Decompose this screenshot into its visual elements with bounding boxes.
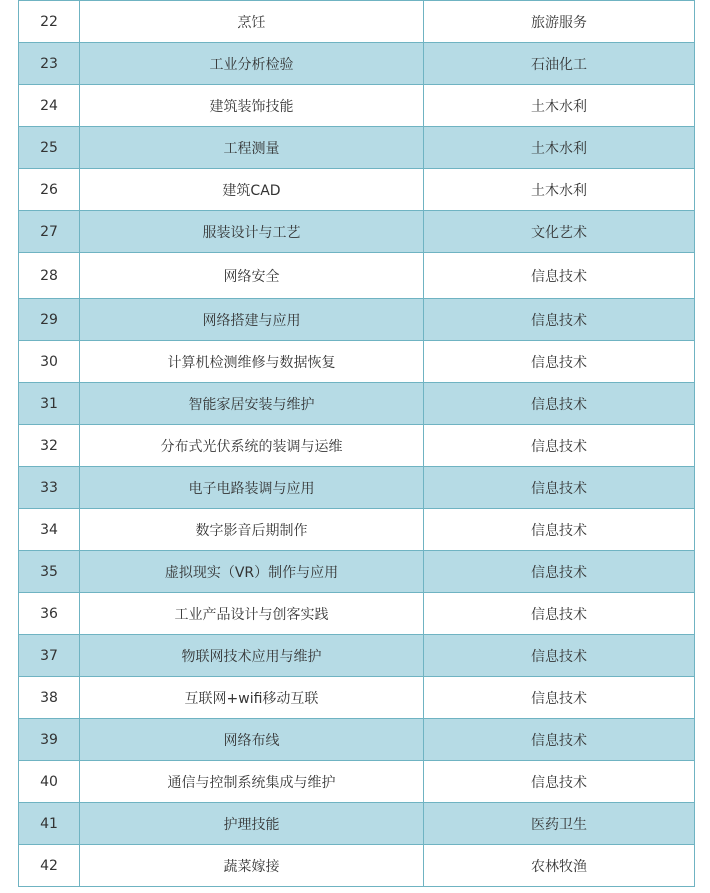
table-row: [19, 85, 695, 127]
row-number: 36: [19, 593, 80, 635]
row-number: 40: [19, 761, 80, 803]
table-row: [19, 299, 695, 341]
row-number: 33: [19, 467, 80, 509]
event-name: 物联网技术应用与维护: [80, 635, 424, 677]
event-category: 信息技术: [424, 509, 695, 551]
event-category: 医药卫生: [424, 803, 695, 845]
event-name: 网络搭建与应用: [80, 299, 424, 341]
event-name: 建筑装饰技能: [80, 85, 424, 127]
table-row: [19, 719, 695, 761]
table-row: [19, 803, 695, 845]
event-category: 土木水利: [424, 127, 695, 169]
event-name: 服装设计与工艺: [80, 211, 424, 253]
row-number: 31: [19, 383, 80, 425]
row-number: 23: [19, 43, 80, 85]
row-number: 38: [19, 677, 80, 719]
row-number: 26: [19, 169, 80, 211]
table-row: [19, 127, 695, 169]
event-name: 建筑CAD: [80, 169, 424, 211]
event-name: 工程测量: [80, 127, 424, 169]
row-number: 37: [19, 635, 80, 677]
row-number: 34: [19, 509, 80, 551]
event-category: 信息技术: [424, 551, 695, 593]
table-row: [19, 341, 695, 383]
event-category: 信息技术: [424, 341, 695, 383]
event-name: 工业产品设计与创客实践: [80, 593, 424, 635]
row-number: 29: [19, 299, 80, 341]
event-category: 信息技术: [424, 467, 695, 509]
row-number: 32: [19, 425, 80, 467]
row-number: 30: [19, 341, 80, 383]
event-category: 信息技术: [424, 761, 695, 803]
row-number: 39: [19, 719, 80, 761]
event-name: 护理技能: [80, 803, 424, 845]
event-category: 信息技术: [424, 299, 695, 341]
table-row: [19, 551, 695, 593]
table-row: [19, 761, 695, 803]
event-category: 文化艺术: [424, 211, 695, 253]
event-name: 虚拟现实（VR）制作与应用: [80, 551, 424, 593]
row-number: 22: [19, 1, 80, 43]
table-row: [19, 211, 695, 253]
event-category: 土木水利: [424, 169, 695, 211]
event-category: 信息技术: [424, 677, 695, 719]
row-number: 41: [19, 803, 80, 845]
table-row: [19, 383, 695, 425]
row-number: 28: [19, 253, 80, 299]
table-row: [19, 635, 695, 677]
table-row: [19, 593, 695, 635]
event-name: 蔬菜嫁接: [80, 845, 424, 887]
table-row: [19, 43, 695, 85]
event-name: 互联网+wifi移动互联: [80, 677, 424, 719]
event-category: 石油化工: [424, 43, 695, 85]
event-name: 烹饪: [80, 1, 424, 43]
table-row: [19, 845, 695, 887]
row-number: 27: [19, 211, 80, 253]
table-row: [19, 1, 695, 43]
event-category: 信息技术: [424, 719, 695, 761]
event-category: 土木水利: [424, 85, 695, 127]
event-name: 分布式光伏系统的装调与运维: [80, 425, 424, 467]
event-name: 网络布线: [80, 719, 424, 761]
event-category: 旅游服务: [424, 1, 695, 43]
event-category: 信息技术: [424, 383, 695, 425]
event-name: 数字影音后期制作: [80, 509, 424, 551]
event-category: 信息技术: [424, 635, 695, 677]
table-row: [19, 677, 695, 719]
table-body: [19, 1, 695, 887]
table-row: [19, 509, 695, 551]
event-category: 信息技术: [424, 425, 695, 467]
row-number: 35: [19, 551, 80, 593]
event-name: 工业分析检验: [80, 43, 424, 85]
event-name: 通信与控制系统集成与维护: [80, 761, 424, 803]
table-row: [19, 253, 695, 299]
event-category: 信息技术: [424, 253, 695, 299]
competition-table-wrapper: [18, 0, 694, 887]
row-number: 42: [19, 845, 80, 887]
row-number: 25: [19, 127, 80, 169]
table-row: [19, 467, 695, 509]
row-number: 24: [19, 85, 80, 127]
event-name: 智能家居安装与维护: [80, 383, 424, 425]
event-name: 网络安全: [80, 253, 424, 299]
table-row: [19, 169, 695, 211]
competition-table: [18, 0, 695, 887]
event-name: 电子电路装调与应用: [80, 467, 424, 509]
event-name: 计算机检测维修与数据恢复: [80, 341, 424, 383]
event-category: 农林牧渔: [424, 845, 695, 887]
event-category: 信息技术: [424, 593, 695, 635]
table-row: [19, 425, 695, 467]
